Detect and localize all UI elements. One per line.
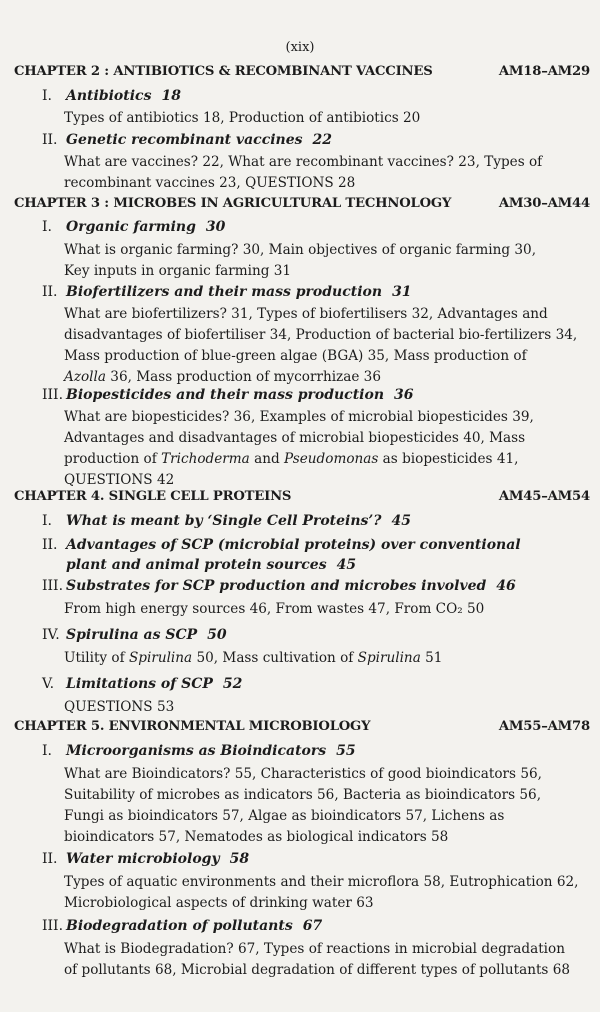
section-limitations-of-scp: V. Limitations of SCP 52 — [42, 676, 243, 692]
section-body: Types of antibiotics 18, Production of antibiotics 20 — [64, 110, 421, 126]
section-substrates-for-scp: III. Substrates for SCP production and microbes involved 46 — [42, 578, 516, 594]
section-body: What are biopesticides? 36, Examples of microbial biopesticides 39, Advantages and disadvantages of microbial biopesticides 40, Mass production of Trichoderma and Pseudomonas as biopesticides 41, QUESTIONS 42 — [64, 409, 534, 488]
section-advantages-of-scp: II. Advantages of SCP (microbial proteins) over conventional plant and animal protein sources 45 — [42, 537, 521, 573]
section-body: Types of aquatic environments and their microflora 58, Eutrophication 62, Microbiological aspects of drinking water 63 — [64, 874, 579, 911]
chapter-2-heading — [14, 64, 590, 79]
section-body: Utility of Spirulina 50, Mass cultivation of Spirulina 51 — [64, 650, 443, 666]
chapter-4-heading — [14, 489, 590, 504]
section-body: What are vaccines? 22, What are recombinant vaccines? 23, Types of recombinant vaccines 23, QUESTIONS 28 — [64, 154, 543, 191]
section-what-is-scp: I. What is meant by ‘Single Cell Proteins’? 45 — [42, 513, 411, 529]
chapter-5-heading — [14, 719, 590, 734]
section-body: What are biofertilizers? 31, Types of biofertilisers 32, Advantages and disadvantages of biofertiliser 34, Production of bacterial bio-fertilizers 34, Mass production of blue-green algae (BGA) 35, Mass production of Azolla 36, Mass production of mycorrhizae 36 — [64, 306, 578, 385]
section-water-microbiology: II. Water microbiology 58 — [42, 851, 250, 867]
section-body: From high energy sources 46, From wastes 47, From CO₂ 50 — [64, 601, 485, 617]
section-spirulina: IV. Spirulina as SCP 50 — [42, 627, 227, 643]
chapter-title: CHAPTER 5. ENVIRONMENTAL MICROBIOLOGY — [14, 719, 371, 734]
chapter-title: CHAPTER 4. SINGLE CELL PROTEINS — [14, 489, 292, 504]
chapter-title: CHAPTER 2 : ANTIBIOTICS & RECOMBINANT VACCINES — [14, 64, 433, 79]
section-biodegradation: III. Biodegradation of pollutants 67 — [42, 918, 323, 934]
section-recombinant-vaccines: II. Genetic recombinant vaccines 22 — [42, 132, 332, 148]
chapter-title: CHAPTER 3 : MICROBES IN AGRICULTURAL TECHNOLOGY — [14, 196, 452, 211]
section-biofertilizers: II. Biofertilizers and their mass production 31 — [42, 284, 412, 300]
chapter-page-range: AM18–AM29 — [498, 64, 590, 79]
section-body: QUESTIONS 53 — [64, 699, 175, 715]
section-biopesticides: III. Biopesticides and their mass production 36 — [42, 387, 414, 403]
section-bioindicators: I. Microorganisms as Bioindicators 55 — [42, 743, 356, 759]
chapter-page-range: AM55–AM78 — [498, 719, 590, 734]
section-body: What are Bioindicators? 55, Characteristics of good bioindicators 56, Suitability of microbes as indicators 56, Bacteria as bioindicators 56, Fungi as bioindicators 57, Algae as bioindicators 57, Lichens as bioindicators 57, Nematodes as biological indicators 58 — [64, 766, 542, 845]
section-body: What is organic farming? 30, Main objectives of organic farming 30, Key inputs in organic farming 31 — [64, 242, 537, 279]
page-number: (xix) — [285, 40, 315, 55]
section-organic-farming: I. Organic farming 30 — [42, 219, 226, 235]
section-body: What is Biodegradation? 67, Types of reactions in microbial degradation of pollutants 68, Microbial degradation of different types of pollutants 68 — [64, 941, 571, 978]
chapter-page-range: AM45–AM54 — [498, 489, 590, 504]
section-antibiotics: I. Antibiotics 18 — [42, 88, 181, 104]
chapter-3-heading — [14, 196, 590, 211]
chapter-page-range: AM30–AM44 — [498, 196, 590, 211]
